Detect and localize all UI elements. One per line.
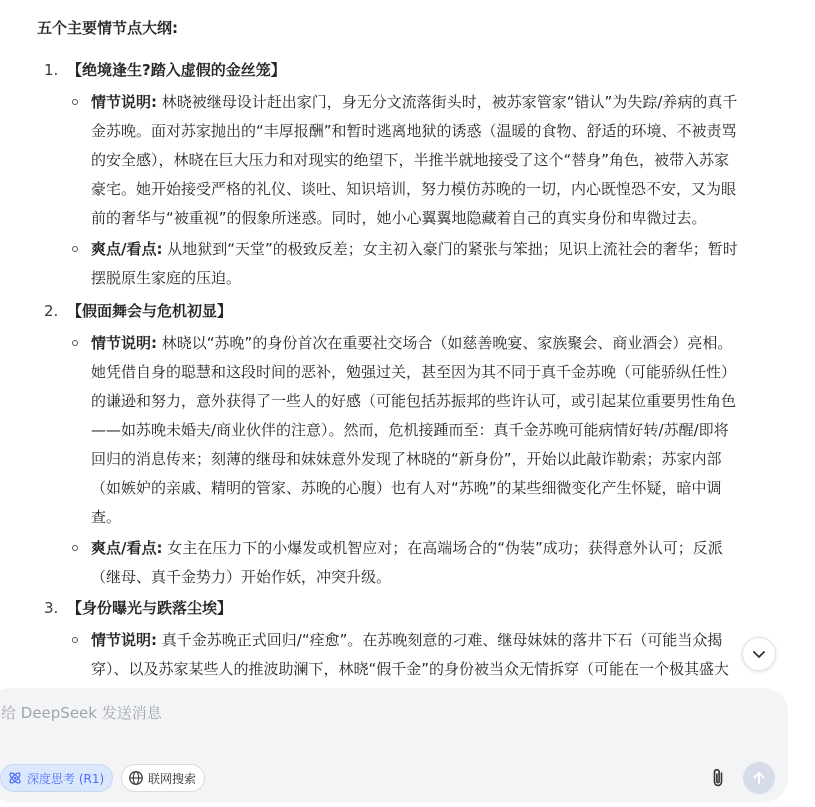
bullet-text: 的谦逊和努力，意外获得了一些人的好感（可能包括苏振邦的些许认可，或引起某位重要男性角色 [91, 392, 737, 410]
bullet-label: 情节说明: [91, 631, 157, 649]
bullet-text: 真千金苏晚正式回归/“痊愈”。在苏晚刻意的刁难、继母妹妹的落井下石（可能当众揭 [161, 631, 723, 649]
outline-heading: 五个主要情节点大纲: [37, 19, 178, 37]
bullet-text: 穿）、以及苏家某些人的推波助澜下，林晓“假千金”的身份被当众无情拆穿（可能在一个极其盛大 [91, 660, 730, 678]
deep-think-label: 深度思考 (R1) [27, 771, 105, 786]
bullet-text: 豪宅。她开始接受严格的礼仪、谈吐、知识培训，努力模仿苏晚的一切，内心既惶恐不安，又为眼 [91, 180, 737, 198]
chevron-down-icon [751, 646, 767, 662]
section-title: 【绝境逢生?踏入虚假的金丝笼】 [67, 61, 286, 79]
bullet-text: 林晓以“苏晚”的身份首次在重要社交场合（如慈善晚宴、家族聚会、商业酒会）亮相。 [161, 334, 733, 352]
bullet-marker [72, 246, 78, 252]
bullet-plot-line [91, 629, 722, 651]
globe-icon [128, 770, 144, 786]
bullet-text: （继母、真千金势力）开始作妖，冲突升级。 [91, 568, 392, 586]
outline-section-2 [0, 300, 815, 590]
bullet-highlight-line [91, 537, 723, 559]
bullet-text: 她凭借自身的聪慧和这段时间的恶补，勉强过关，甚至因为其不同于真千金苏晚（可能骄纵任性） [91, 363, 737, 381]
bullet-text: 林晓被继母设计赶出家门，身无分文流落街头时，被苏家管家“错认”为失踪/养病的真千 [161, 93, 738, 111]
bullet-plot-line [91, 91, 737, 113]
bullet-label: 爽点/看点: [91, 240, 163, 258]
scroll-to-bottom-button[interactable] [742, 637, 776, 671]
attach-file-button[interactable] [704, 764, 732, 792]
section-number: 3. [44, 599, 59, 617]
bullet-marker [72, 545, 78, 551]
section-number: 1. [44, 61, 59, 79]
web-search-toggle[interactable] [121, 764, 205, 792]
bullet-label: 情节说明: [91, 93, 157, 111]
bullet-plot-line [91, 332, 732, 354]
bullet-marker [72, 637, 78, 643]
bullet-text: 摆脱原生家庭的压迫。 [91, 269, 242, 287]
outline-section-3 [0, 597, 815, 685]
deep-think-toggle[interactable] [0, 764, 113, 792]
section-number: 2. [44, 302, 59, 320]
bullet-text: 从地狱到“天堂”的极致反差；女主初入豪门的紧张与笨拙；见识上流社会的奢华；暂时 [167, 240, 738, 258]
paperclip-icon [708, 767, 728, 789]
bullet-text: 回归的消息传来；刻薄的继母和妹妹意外发现了林晓的“新身份”，开始以此敲诈勒索；苏家内部 [91, 450, 722, 468]
bullet-label: 情节说明: [91, 334, 157, 352]
bullet-marker [72, 340, 78, 346]
section-title: 【身份曝光与跌落尘埃】 [67, 599, 233, 617]
bullet-highlight-line [91, 238, 738, 260]
atom-icon [7, 770, 23, 786]
bullet-marker [72, 99, 78, 105]
section-title: 【假面舞会与危机初显】 [67, 302, 233, 320]
bullet-text: ——如苏晚未婚夫/商业伙伴的注意）。然而，危机接踵而至：真千金苏晚可能病情好转/苏醒/即将 [91, 421, 729, 439]
arrow-up-icon [751, 770, 767, 786]
bullet-text: （如嫉妒的亲戚、精明的管家、苏晚的心腹）也有人对“苏晚”的某些细微变化产生怀疑，暗中调 [91, 479, 722, 497]
bullet-text: 金苏晚。面对苏家抛出的“丰厚报酬”和暂时逃离地狱的诱惑（温暖的食物、舒适的环境、不被责骂 [91, 122, 737, 140]
bullet-label: 爽点/看点: [91, 539, 163, 557]
bullet-text: 的安全感），林晓在巨大压力和对现实的绝望下，半推半就地接受了这个“替身”角色，被带入苏家 [91, 151, 730, 169]
outline-section-1 [0, 59, 815, 291]
bullet-text: 查。 [91, 508, 122, 526]
send-button[interactable] [743, 762, 775, 794]
bullet-text: 女主在压力下的小爆发或机智应对；在高端场合的“伪装”成功；获得意外认可；反派 [167, 539, 723, 557]
bullet-text: 前的奢华与“被重视”的假象所迷惑。同时，她小心翼翼地隐藏着自己的真实身份和卑微过去。 [91, 209, 707, 227]
message-input[interactable]: 给 DeepSeek 发送消息 [1, 704, 162, 722]
message-composer [0, 688, 788, 802]
web-search-label: 联网搜索 [148, 771, 197, 786]
